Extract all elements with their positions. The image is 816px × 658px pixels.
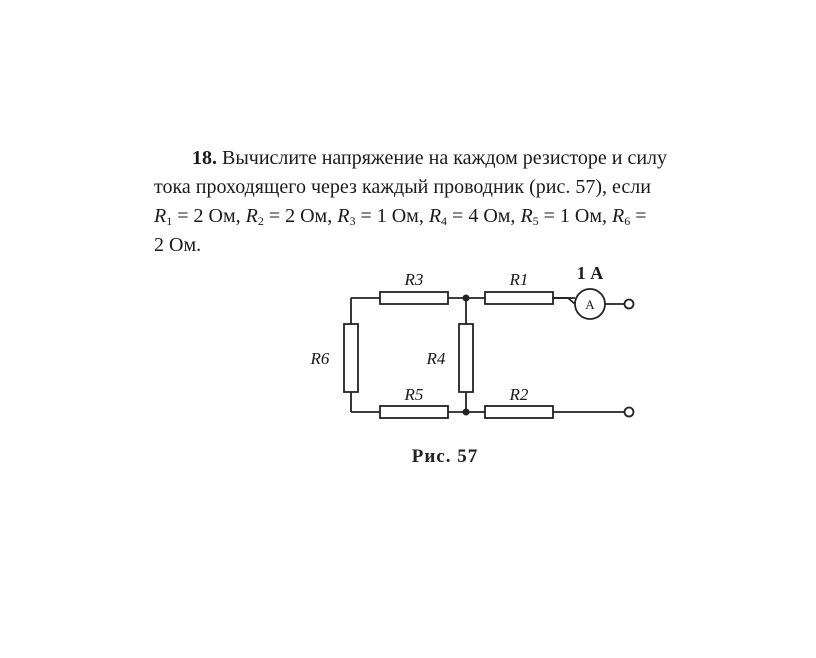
r3-subscript: 3 [349,214,356,228]
label-r2: R2 [509,385,529,404]
junction-top [463,295,470,302]
terminal-bottom [625,408,634,417]
problem-number: 18. [192,147,217,169]
r2-symbol: R [245,205,258,227]
r5-value: = 1 Ом, [538,205,613,227]
terminal-top [625,300,634,309]
problem-line-4: 2 Ом. [154,234,202,256]
junction-bottom [463,409,470,416]
label-current: 1 А [576,263,604,283]
figure-caption: Рис. 57 [411,446,479,467]
r1-value: = 2 Ом, [172,205,246,227]
r1-symbol: R [154,205,167,227]
r4-value: = 4 Ом, [447,205,521,227]
r6-subscript: 6 [624,214,631,228]
problem-text-1: Вычислите напряжение на каждом резисторе и силу [222,147,668,169]
r3-symbol: R [337,205,350,227]
r5-subscript: 5 [532,214,539,228]
r4-subscript: 4 [441,214,448,228]
resistor-r5 [380,406,448,418]
ammeter-label: A [585,297,595,312]
resistor-r2 [485,406,553,418]
r1-subscript: 1 [166,214,173,228]
label-r1: R1 [509,270,529,289]
r6-value: = [630,205,647,227]
r4-symbol: R [428,205,442,227]
label-r6: R6 [310,349,330,368]
problem-line-2: тока проходящего через каждый проводник (рис. 57), если [154,176,651,198]
label-r3: R3 [404,270,424,289]
r2-value: = 2 Ом, [263,205,338,227]
resistor-r6 [344,324,358,392]
resistor-r4 [459,324,473,392]
label-r4: R4 [426,349,446,368]
r5-symbol: R [520,205,533,227]
resistor-r1 [485,292,553,304]
label-r5: R5 [404,385,424,404]
r3-value: = 1 Ом, [355,205,429,227]
r2-subscript: 2 [257,214,264,228]
r6-symbol: R [612,205,625,227]
resistor-r3 [380,292,448,304]
